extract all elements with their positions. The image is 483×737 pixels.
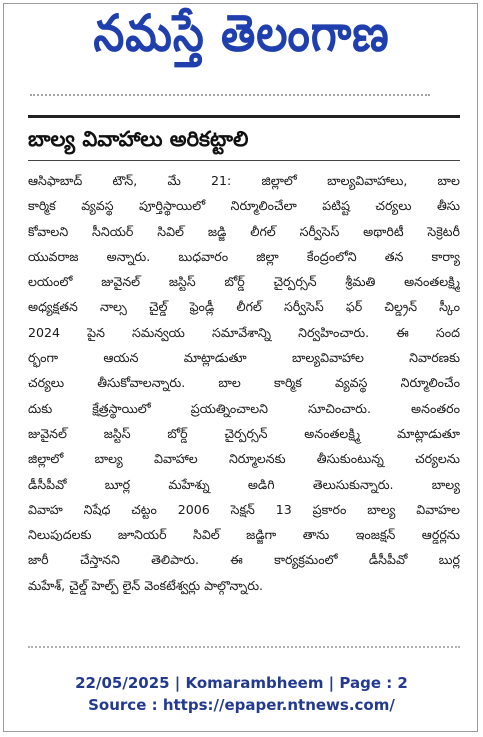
article-line: జిల్లాలో బాల్య వివాహాల నిర్మూలనకు తీసుకుంటున్న చర్యలను [28,451,460,467]
article-line: మహేశ్, చైల్డ్ హెల్ప్ లైన్ వెంకటేశ్వర్లు పాల్గొన్నారు. [28,577,264,593]
article-line: కార్మిక వ్యవస్థ పూర్తిస్థాయిలో నిర్మూలించేలా పటిష్ట చర్యలు తీసు [28,198,460,214]
cropped-text-top [30,94,430,104]
article-line: అధ్యక్షతన నాల్స చైల్డ్ ఫ్రెండ్లీ లీగల్ సర్వీసెస్ ఫర్ చిల్డ్రన్ స్కీం [28,299,460,315]
article-line: డీసీపీవో బూర్ల మహేశ్ను అడిగి తెలుసుకున్నారు. బాల్య [28,476,460,492]
article-line: లయంలో జువైనల్ జస్టిస్ బోర్డ్ చైర్పర్సన్ శ్రీమతి అనంతలక్ష్మి [28,274,460,290]
newspaper-logo: నమస్తే తెలంగాణ [93,4,390,63]
article-line: జారీ చేస్తానని తెలిపారు. ఈ కార్యక్రమంలో డీసీపీవో బుర్ల [28,552,460,568]
footer-meta: 22/05/2025 | Komarambheem | Page : 2 [75,674,408,692]
article-line: కోవాలని సీనియర్ సివిల్ జడ్జి లీగల్ సర్వీసెస్ అథారిటీ సెక్రెటరీ [28,223,460,239]
footer-source: Source : https://epaper.ntnews.com/ [88,696,395,714]
article-line: నిలుపుదలకు జూనియర్ సివిల్ జడ్జిగా తాను ఇంజక్షన్ ఆర్డర్లను [28,527,460,543]
article-line: 2024 పైన సమన్వయ సమావేశాన్ని నిర్వహించారు. ఈ సంద [28,324,460,340]
article-headline: బాల్య వివాహాలు అరికట్టాలి [28,127,249,151]
masthead [0,0,483,80]
article-line: వివాహ నిషేధ చట్టం 2006 సెక్షన్ 13 ప్రకారం బాల్య వివాహల [28,501,460,517]
article-line: చర్యలు తీసుకోవాలన్నారు. బాల కార్మిక వ్యవస్థ నిర్మూలించేం [28,375,460,391]
article-line: ఆసిఫాబాద్ టౌన్, మే 21: జిల్లాలో బాల్యవివాహాలు, బాల [28,173,460,188]
cropped-text-bottom [28,646,460,652]
headline-top-rule [28,115,460,118]
article-line: జువైనల్ జస్టిస్ బోర్డ్ చైర్పర్సన్ అనంతలక్ష్మి మాట్లాడుతూ [28,425,460,441]
article-line: దుకు క్షేత్రస్థాయిలో ప్రయత్నించాలని సూచించారు. అనంతరం [28,400,460,416]
article-line: ర్భంగా ఆయన మాట్లాడుతూ బాల్యవివాహాల నివారణకు [28,350,460,366]
article-body [28,168,460,598]
footer [0,672,483,716]
headline-bottom-rule [28,160,460,161]
article-line: యువరాజ అన్నారు. బుధవారం జిల్లా కేంద్రంలోని తన కార్యా [28,248,460,264]
